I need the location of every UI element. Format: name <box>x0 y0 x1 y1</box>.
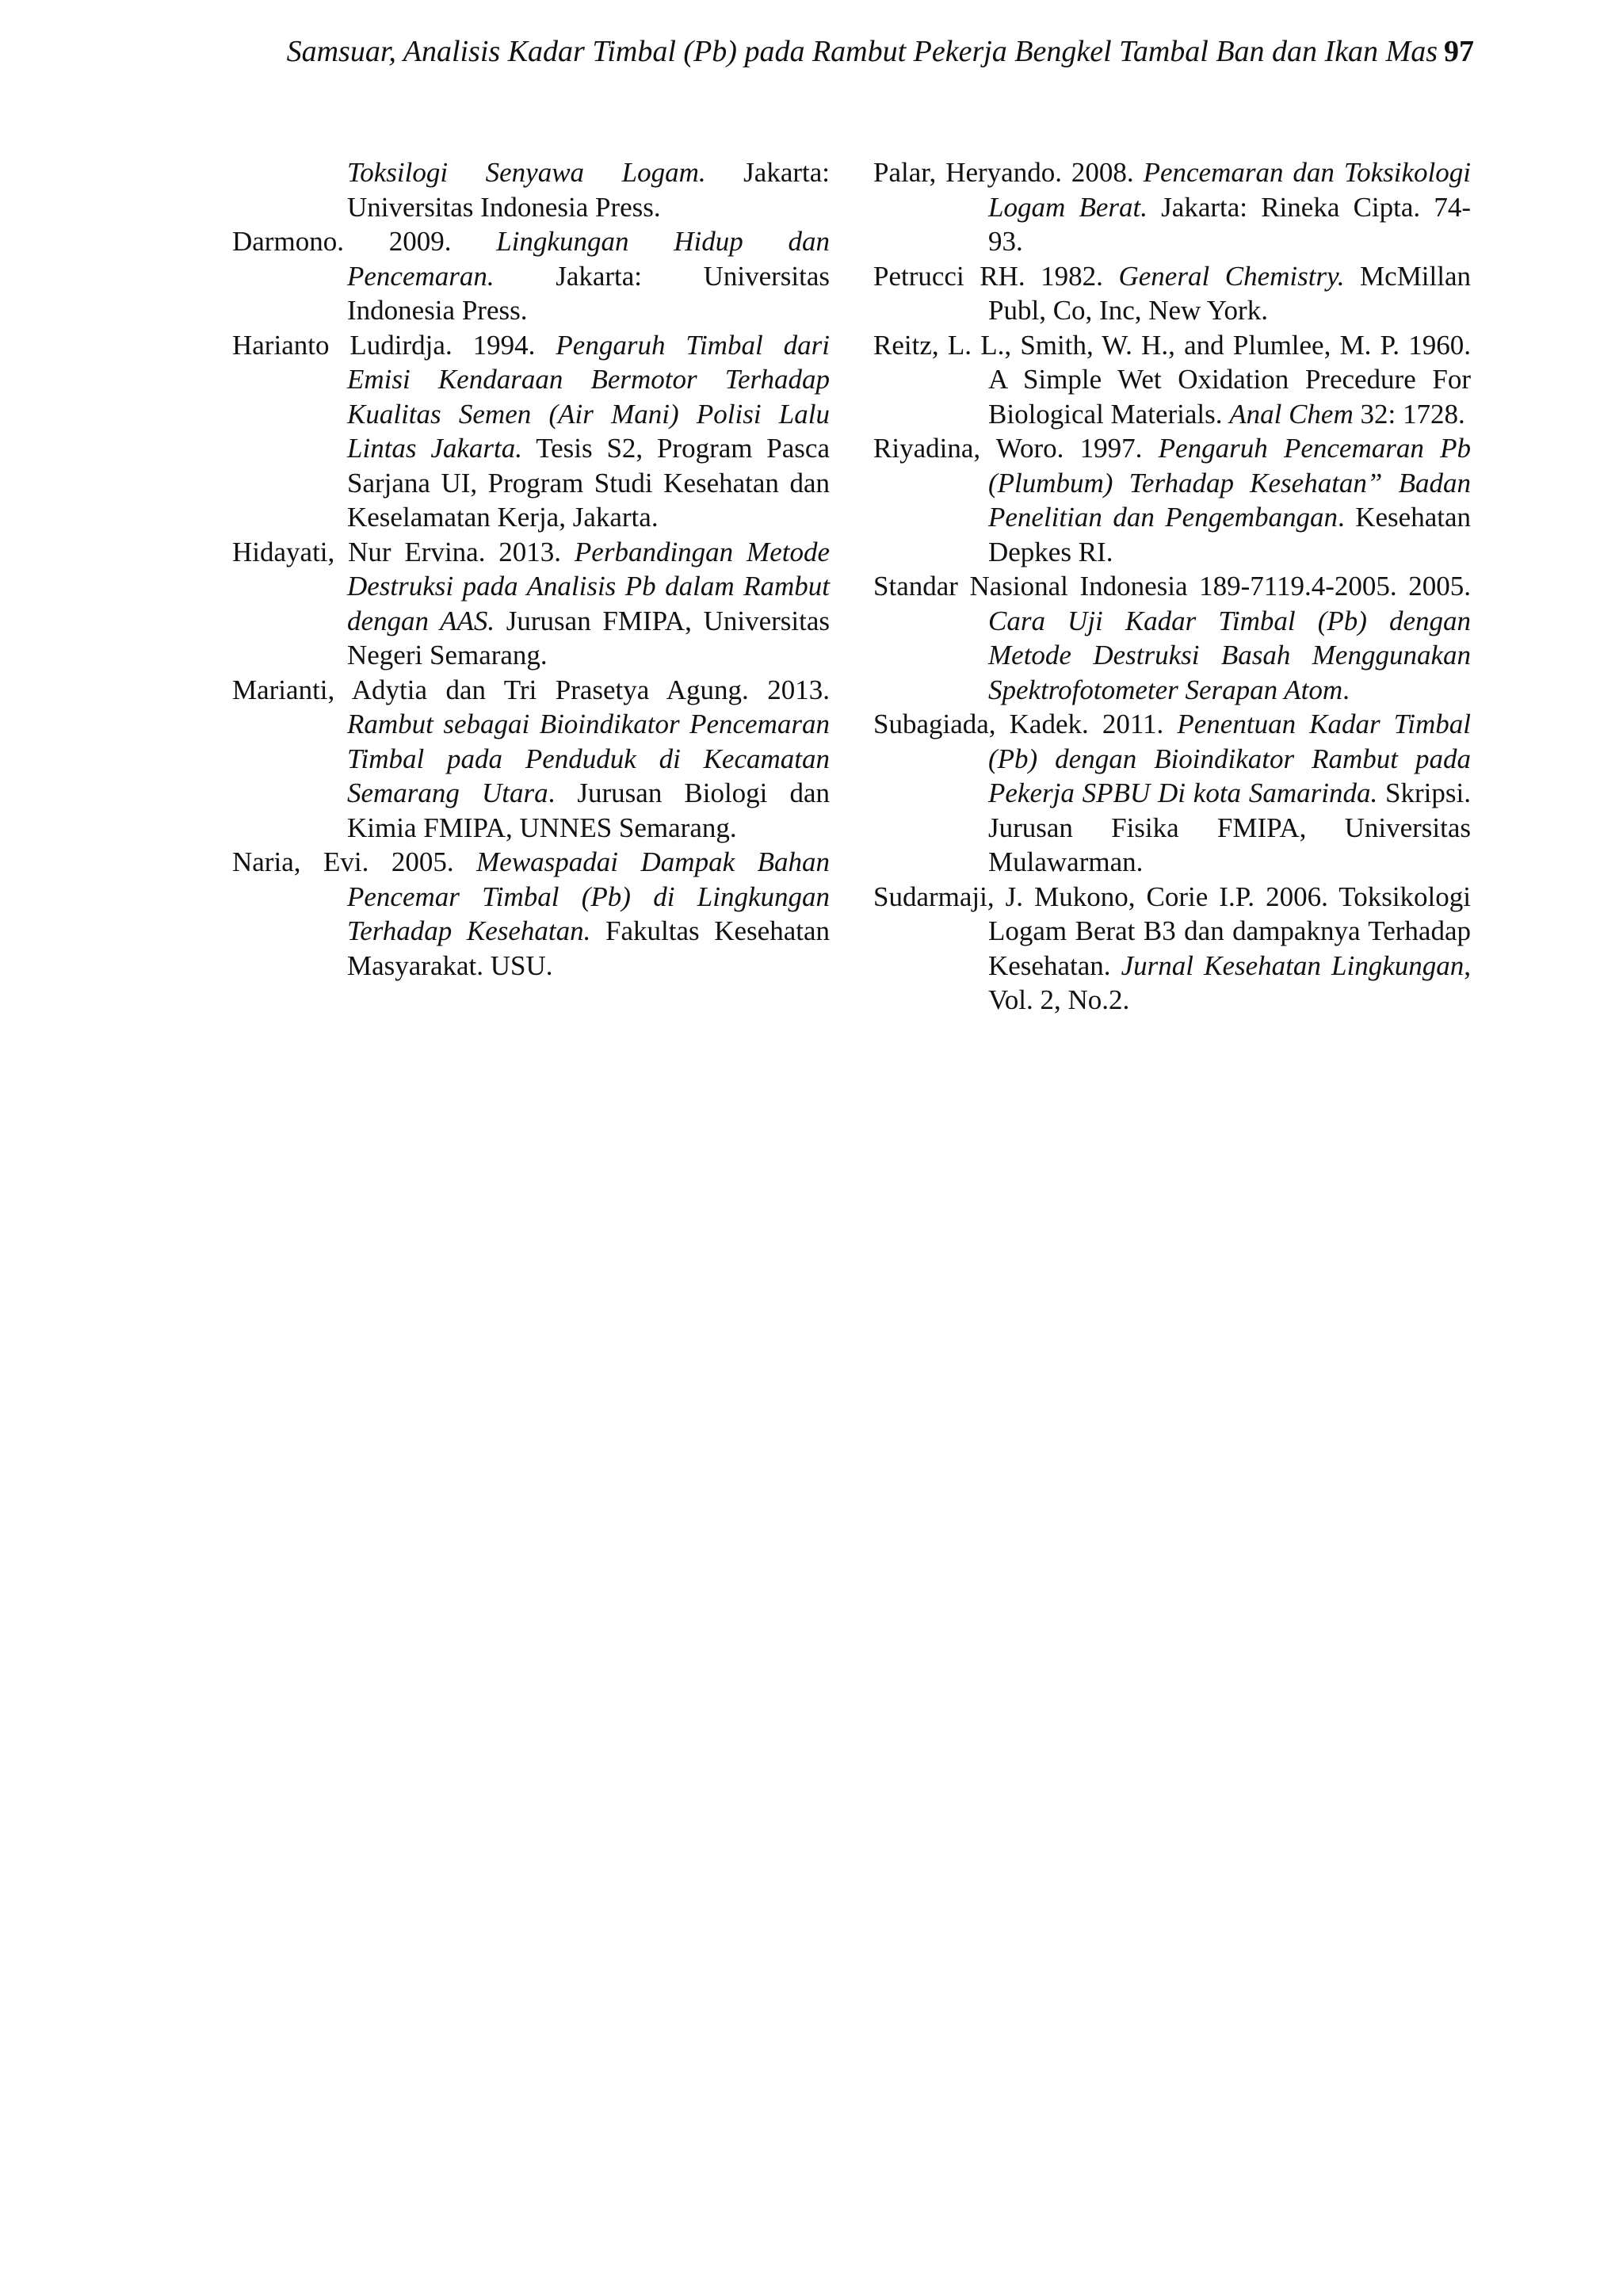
reference-text: Skripsi. Jurusan Fisika FMIPA, Universitas Mulawarman. <box>988 777 1471 877</box>
running-title: Samsuar, Analisis Kadar Timbal (Pb) pada Rambut Pekerja Bengkel Tambal Ban dan Ikan Mas <box>286 35 1438 68</box>
reference-entry <box>873 569 1471 707</box>
reference-text: . Jurusan Biologi dan Kimia FMIPA, UNNES Semarang. <box>347 777 830 843</box>
reference-entry <box>232 535 830 673</box>
reference-entry <box>873 259 1471 328</box>
reference-text: Reitz, L. L., Smith, W. H., and Plumlee, M. P. 1960. A Simple Wet Oxidation Precedure For Biological Materials. <box>873 329 1471 430</box>
reference-text: Jakarta: Universitas Indonesia Press. <box>347 157 830 223</box>
page-number: 97 <box>1444 35 1474 68</box>
reference-text: Palar, Heryando. 2008. <box>873 157 1144 188</box>
reference-title-text: Pengaruh Pencemaran Pb (Plumbum) Terhadap Kesehatan” Badan Penelitian dan Pengembangan <box>988 433 1471 533</box>
reference-entry <box>873 155 1471 259</box>
reference-text: Marianti, Adytia dan Tri Prasetya Agung. 2013. <box>232 674 830 705</box>
reference-text: Harianto Ludirdja. 1994. <box>232 329 556 361</box>
reference-title-text: General Chemistry. <box>1118 260 1345 292</box>
reference-text: Darmono. 2009. <box>232 226 497 257</box>
reference-text: . Kesehatan Depkes RI. <box>988 502 1471 567</box>
reference-title-text: Perbandingan Metode Destruksi pada Analisis Pb dalam Rambut dengan AAS. <box>347 536 830 636</box>
reference-title-text: Lingkungan Hidup dan Pencemaran. <box>347 226 830 292</box>
reference-title-text: Rambut sebagai Bioindikator Pencemaran Timbal pada Penduduk di Kecamatan Semarang Utara <box>347 709 830 808</box>
reference-title-text: Penentuan Kadar Timbal (Pb) dengan Bioindikator Rambut pada Pekerja SPBU Di kota Samarinda. <box>988 709 1471 808</box>
reference-title-text: Pengaruh Timbal dari Emisi Kendaraan Bermotor Terhadap Kualitas Semen (Air Mani) Polisi Lalu Lintas Jakarta. <box>347 329 831 464</box>
reference-text: Hidayati, Nur Ervina. 2013. <box>232 536 575 567</box>
reference-text: Standar Nasional Indonesia 189-7119.4-2005. 2005. <box>873 571 1471 602</box>
reference-title-text: Mewaspadai Dampak Bahan Pencemar Timbal (Pb) di Lingkungan Terhadap Kesehatan. <box>347 846 830 946</box>
reference-text: Tesis S2, Program Pasca Sarjana UI, Program Studi Kesehatan dan Keselamatan Kerja, Jakarta. <box>347 433 830 533</box>
reference-entry <box>232 673 830 846</box>
reference-column-right <box>873 155 1471 1018</box>
reference-text: Jakarta: Rineka Cipta. 74-93. <box>988 191 1472 257</box>
reference-text: Naria, Evi. 2005. <box>232 846 477 877</box>
reference-entry <box>873 431 1471 569</box>
reference-entry <box>232 845 830 983</box>
reference-entry <box>873 880 1471 1018</box>
reference-entry <box>232 328 830 535</box>
reference-text: Fakultas Kesehatan Masyarakat. USU. <box>347 915 830 981</box>
reference-text: Petrucci RH. 1982. <box>873 260 1119 292</box>
reference-text: . <box>1342 674 1350 705</box>
reference-text: McMillan Publ, Co, Inc, New York. <box>988 260 1472 326</box>
reference-title-text: Jurnal Kesehatan Lingkungan <box>1121 949 1465 981</box>
reference-text: Subagiada, Kadek. 2011. <box>873 709 1178 739</box>
reference-entry <box>873 328 1471 432</box>
reference-text: , Vol. 2, No.2. <box>988 949 1471 1015</box>
reference-entry <box>232 155 830 224</box>
reference-title-text: Anal Chem <box>1229 398 1354 430</box>
reference-text: 32: 1728. <box>1353 398 1465 430</box>
reference-text: Jurusan FMIPA, Universitas Negeri Semarang. <box>347 605 830 670</box>
reference-title-text: Pencemaran dan Toksikologi Logam Berat. <box>988 157 1471 223</box>
reference-text: Jakarta: Universitas Indonesia Press. <box>347 260 830 326</box>
reference-entry <box>873 707 1471 880</box>
reference-text: Sudarmaji, J. Mukono, Corie I.P. 2006. Toksikologi Logam Berat B3 dan dampaknya Terhadap Kesehatan. <box>873 881 1471 981</box>
reference-entry <box>232 224 830 328</box>
reference-title-text: Toksilogi Senyawa Logam. <box>347 157 706 188</box>
reference-text: Riyadina, Woro. 1997. <box>873 433 1159 464</box>
reference-column-left <box>232 155 830 983</box>
running-header <box>287 36 1474 67</box>
reference-title-text: Cara Uji Kadar Timbal (Pb) dengan Metode Destruksi Basah Menggunakan Spektrofotometer Serapan Atom <box>988 605 1471 705</box>
